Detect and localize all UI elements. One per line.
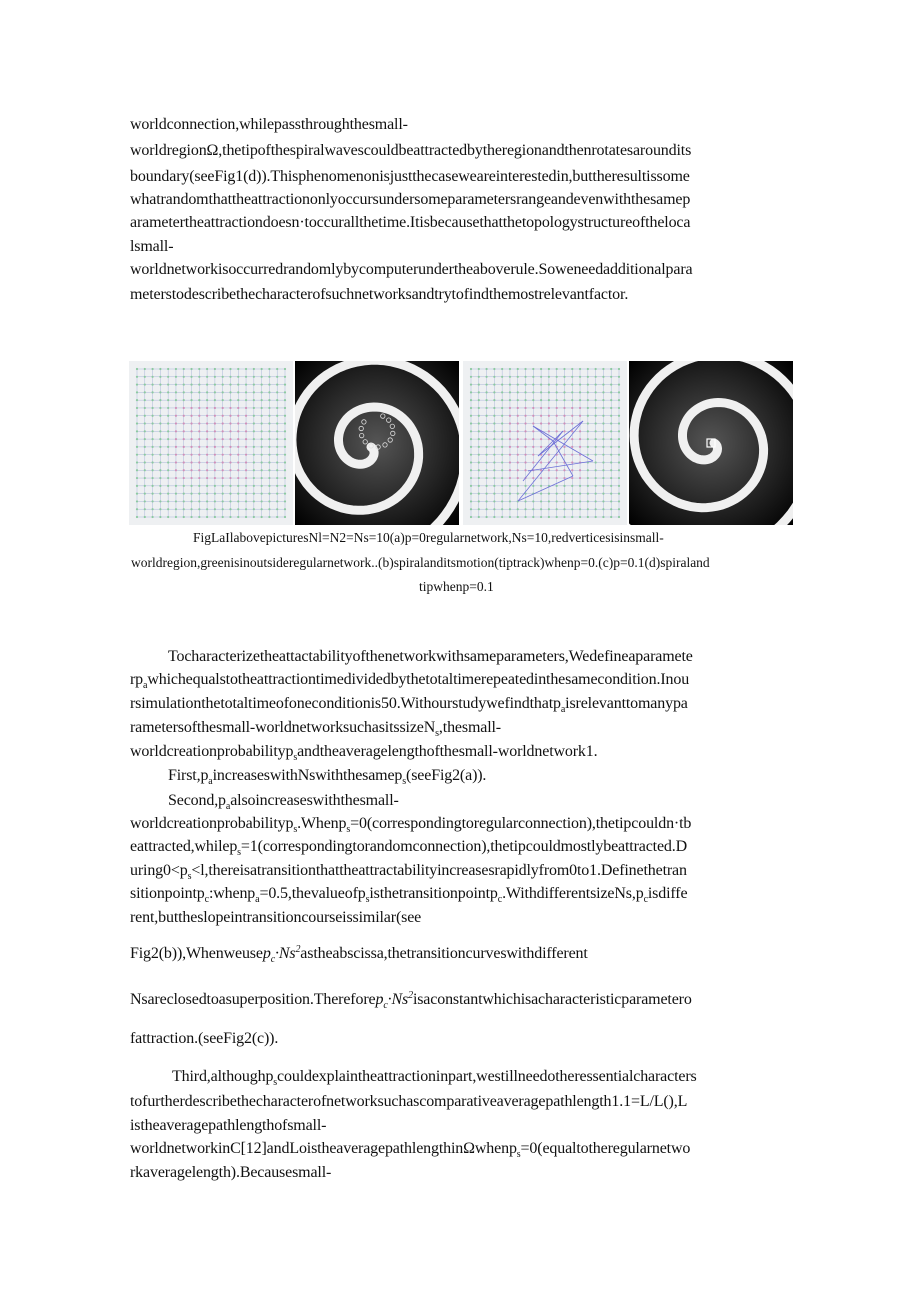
- para1-line-7: worldnetworkisoccurredrandomlybycomputerundertheaboverule.Soweneedadditionalpara: [130, 261, 693, 278]
- para5-line-2: tofurtherdescribethecharacterofnetworksuchascomparativeaveragepathlength1.1=L/L(),L: [130, 1093, 688, 1110]
- text: .WithdifferentsizeNs,p: [502, 885, 644, 902]
- text: worldnetworkinC[12]andLoistheaveragepathlengthinΩwhenp: [130, 1140, 517, 1157]
- superscript: 2: [408, 990, 413, 1001]
- para5-line-1: [172, 1068, 697, 1086]
- para2-line-3: [130, 695, 688, 713]
- small-world-network-grid: [463, 361, 627, 525]
- text: rametersofthesmall-worldnetworksuchasitssizeN: [130, 719, 436, 736]
- subscript: s: [346, 824, 351, 835]
- para1-line-1: worldconnection,whilepassthroughthesmall-: [130, 116, 408, 133]
- text: Nsareclosedtoasuperposition.Therefore: [130, 991, 376, 1008]
- subscript: s: [187, 871, 192, 882]
- subscript: c: [383, 1000, 388, 1011]
- text: increaseswithNswiththesamep: [212, 767, 403, 784]
- math-symbol: p: [375, 991, 384, 1008]
- subscript: a: [560, 704, 566, 715]
- text: isaconstantwhichisacharacteristicparametero: [412, 991, 692, 1008]
- para4-line-7: [130, 945, 588, 963]
- subscript: a: [255, 894, 260, 905]
- para4-line-3: [130, 838, 687, 856]
- text: ,thesmall-: [438, 719, 501, 736]
- text: =1(correspondingtorandomconnection),thetipcouldmostlybeattracted.D: [240, 838, 688, 855]
- para2-line-1: Tocharacterizetheattactabilityofthenetworkwithsameparameters,Wedefineaparamete: [168, 648, 693, 665]
- subscript: s: [365, 894, 370, 905]
- figure-caption-line-3: tipwhenp=0.1: [419, 579, 494, 594]
- subscript: a: [225, 801, 231, 812]
- figure-caption-line-1: FigLaIlabovepicturesNl=N2=Ns=10(a)p=0regularnetwork,Ns=10,redverticesisinsmall-: [193, 530, 664, 545]
- text: eattracted,whilep: [130, 838, 238, 855]
- text: worldcreationprobabilityp: [130, 815, 294, 832]
- figure-caption-line-2: worldregion,greenisinoutsideregularnetwork..(b)spiralanditsmotion(tiptrack)whenp=0.(c)p=0.1(d)spiraland: [131, 555, 710, 570]
- text: andtheaveragelengthofthesmall-worldnetwork1.: [297, 743, 598, 760]
- para1-line-2: worldregionΩ,thetipofthespiralwavescouldbeattractedbytheregionandthenrotatesaroundits: [130, 142, 692, 159]
- text: worldcreationprobabilityp: [130, 743, 294, 760]
- text: .Whenp: [297, 815, 347, 832]
- spiral-wave-image: [295, 361, 459, 525]
- para1-line-6: lsmall-: [130, 238, 174, 255]
- para4-line-8: [130, 991, 692, 1009]
- para4-line-1: [168, 792, 399, 810]
- para1-line-3: boundary(seeFig1(d)).Thisphenomenonisjustthecaseweareinterestedin,buttheresultissome: [130, 168, 690, 185]
- text: Second,p: [168, 792, 226, 809]
- text: =0(correspondingtoregularconnection),thetipcouldn·tb: [350, 815, 692, 832]
- text: astheabscissa,thetransitioncurveswithdifferent: [300, 945, 588, 962]
- text: Fig2(b)),Whenweuse: [130, 945, 263, 962]
- text: uring0<p: [130, 862, 188, 879]
- superscript: 2: [295, 944, 301, 955]
- text: isdiffe: [647, 885, 688, 902]
- text: alsoincreaseswiththesmall-: [230, 792, 399, 809]
- para4-line-4: [130, 862, 687, 880]
- figure-panel-b-spiral: [295, 361, 459, 525]
- para1-line-5: arametertheattractiondoesn·toccurallthetime.Itisbecausethatthetopologystructureofthelоca: [130, 214, 691, 231]
- text: Third,althoughp: [172, 1068, 274, 1085]
- para2-line-4: [130, 719, 501, 737]
- subscript: c: [643, 894, 648, 905]
- subscript: s: [516, 1149, 521, 1160]
- para5-line-4: [130, 1140, 690, 1158]
- subscript: c: [204, 894, 209, 905]
- para2-line-2: [130, 671, 689, 689]
- para4-line-9: fattraction.(seeFig2(c)).: [130, 1030, 279, 1047]
- subscript: c: [497, 894, 503, 905]
- subscript: s: [273, 1077, 278, 1088]
- regular-network-grid: [129, 361, 293, 525]
- para1-line-4: whatrandomthattheattractiononlyoccursundersomeparametersrangeandevenwiththesamep: [130, 191, 691, 208]
- math-symbol: ·Ns: [387, 991, 409, 1008]
- subscript: a: [143, 680, 148, 691]
- para4-line-5: [130, 885, 687, 903]
- subscript: s: [293, 824, 298, 835]
- subscript: s: [435, 728, 439, 739]
- text: (seeFig2(a)).: [406, 767, 487, 784]
- spiral-wave-image-attracted: [629, 361, 793, 525]
- para3-line-1: [168, 767, 486, 785]
- para4-line-6: rent,buttheslopeintransitioncourseissimilar(see: [130, 909, 422, 926]
- subscript: c: [270, 954, 275, 965]
- para5-line-5: rkaveragelength).Becausesmall-: [130, 1164, 332, 1181]
- text: rp: [130, 671, 144, 688]
- text: :whenp: [208, 885, 256, 902]
- para5-line-3: istheaveragepathlengthofsmall-: [130, 1117, 327, 1134]
- figure-panel-a-regular-network: [129, 361, 293, 525]
- subscript: a: [208, 776, 213, 787]
- subscript: s: [237, 847, 241, 858]
- para1-line-8: meterstodescribethecharacterofsuchnetworksandtrytofindthemostrelevantfactor.: [130, 286, 629, 303]
- text: couldexplaintheattractioninpart,westillneedotheressentialcharacters: [277, 1068, 697, 1085]
- text: sitionpointp: [130, 885, 205, 902]
- text: First,p: [168, 767, 209, 784]
- figure-panel-c-small-world-network: [463, 361, 627, 525]
- text: whichequalstotheattractiontimedividedbythetotaltimerepeatedinthesamecondition.Inou: [147, 671, 690, 688]
- text: =0(equaltotheregularnetwo: [520, 1140, 691, 1157]
- text: rsimulationthetotaltimeofoneconditionis50.Withourstudywefindthatp: [130, 695, 561, 712]
- math-symbol: p: [262, 945, 271, 962]
- text: isrelevanttomanypa: [565, 695, 688, 712]
- text: =0.5,thevalueofp: [259, 885, 366, 902]
- subscript: s: [402, 776, 407, 787]
- subscript: s: [293, 752, 298, 763]
- text: isthetransitionpointp: [369, 885, 498, 902]
- text: <l,thereisatransitionthattheattractabilityincreasesrapidlyfrom0to1.Definethetran: [191, 862, 687, 879]
- math-symbol: ·Ns: [274, 945, 296, 962]
- figure-panel-d-spiral-attracted: [629, 361, 793, 525]
- para2-line-5: [130, 743, 597, 761]
- para4-line-2: [130, 815, 691, 833]
